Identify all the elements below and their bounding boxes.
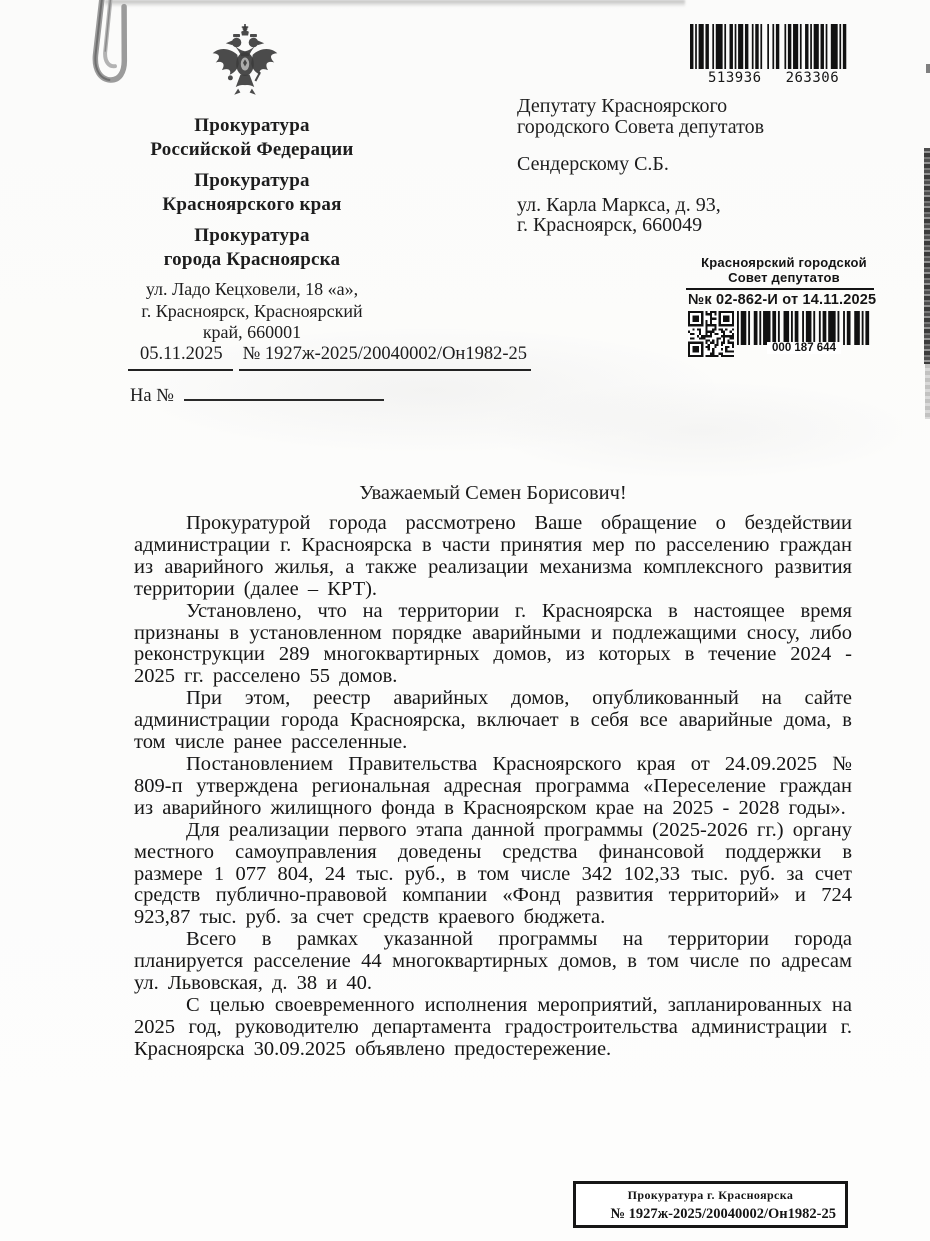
org-line: Прокуратура	[194, 170, 310, 191]
org-name-federation	[116, 114, 388, 162]
outgoing-reference-line	[128, 344, 531, 371]
scan-edge-shadow	[105, 0, 685, 7]
sender-address-line: край, 660001	[202, 322, 302, 342]
council-stamp-divider	[686, 288, 874, 290]
paper-clip-icon	[87, 0, 136, 97]
sender-address-line: ул. Ладо Кецховели, 18 «а»,	[145, 279, 359, 299]
qr-code-icon	[688, 311, 734, 357]
prosecutor-stamp-number: № 1927ж-2025/20040002/Он1982-25	[610, 1206, 836, 1222]
recipient-address-line: г. Красноярск, 660049	[517, 214, 703, 236]
org-name-krai	[116, 169, 388, 217]
scan-right-edge-artifact-faint	[925, 364, 930, 419]
scan-right-edge-mark	[926, 64, 930, 73]
prosecutor-stamp-org: Прокуратура г. Красноярска	[627, 1188, 794, 1202]
org-line: Прокуратура	[194, 225, 310, 246]
in-reply-to-label: На №	[130, 386, 174, 406]
in-reply-to-blank	[184, 383, 384, 401]
sender-address	[116, 279, 388, 344]
registration-barcode	[690, 24, 852, 86]
scan-right-edge-artifact	[924, 148, 930, 364]
org-line: города Красноярска	[163, 249, 341, 270]
recipient-name: Сендерскому С.Б.	[517, 153, 669, 175]
body-paragraph: Постановлением Правительства Красноярского края от 24.09.2025 № 809-п утверждена региональная адресная программа «Переселение граждан из аварийного жилищного фонда в Красноярском крае на 2025 - 2028 годы».	[134, 752, 852, 819]
prosecutor-stamp	[573, 1181, 848, 1228]
body-paragraph: Всего в рамках указанной программы на территории города планируется расселение 44 многоквартирных домов, в том числе по адресам ул. Львовская, д. 38 и 40.	[134, 928, 852, 995]
outgoing-number: № 1927ж-2025/20040002/Он1982-25	[239, 344, 531, 371]
letterhead	[116, 114, 388, 344]
recipient-block	[517, 96, 817, 236]
recipient-position-line: Депутату Красноярского	[517, 95, 728, 117]
barcode-bars	[690, 24, 848, 69]
barcode-bars	[737, 311, 871, 345]
council-registration-stamp	[688, 256, 880, 357]
letter-body	[134, 513, 852, 1061]
body-paragraph: Установлено, что на территории г. Красноярска в настоящее время признаны в установленном порядке аварийными и подлежащими сносу, либо реконструкции 289 многоквартирных домов, из которых в течение 2024 - 2025 гг. расселено 55 домов.	[134, 599, 852, 688]
body-paragraph: При этом, реестр аварийных домов, опубликованный на сайте администрации города Красноярска, включает в себя все аварийные дома, в том числе ранее расселенные.	[134, 687, 852, 754]
salutation: Уважаемый Семен Борисович!	[359, 482, 627, 504]
recipient-position-line: городского Совета депутатов	[517, 115, 765, 138]
org-line: Красноярского края	[162, 194, 342, 215]
recipient-address-line: ул. Карла Маркса, д. 93,	[517, 193, 721, 216]
council-stamp-reg-number: №к 02-862-И от 14.11.2025	[688, 292, 877, 308]
recipient-address	[517, 195, 817, 236]
coat-of-arms-eagle-icon	[206, 24, 284, 104]
council-stamp-org-line: Красноярский городской	[701, 255, 867, 270]
body-paragraph: Для реализации первого этапа данной программы (2025-2026 гг.) органу местного самоуправления доведены средства финансовой поддержки в размере 1 077 804, 24 тыс. руб., в том числе 342 102,33 тыс. руб. за счет средств публично-правовой компании «Фонд развития территорий» и 724 923,87 тыс. руб. за счет средств краевого бюджета.	[134, 818, 852, 929]
outgoing-date: 05.11.2025	[128, 344, 233, 371]
in-reply-to-line	[130, 383, 384, 407]
barcode-number-left: 513936	[708, 70, 762, 86]
barcode-numbers	[690, 70, 852, 86]
barcode-number-right: 263306	[785, 70, 840, 86]
org-line: Российской Федерации	[150, 139, 354, 160]
body-paragraph: Прокуратурой города рассмотрено Ваше обращение о бездействии администрации г. Красноярска в части принятия мер по расселению граждан из аварийного жилья, а также реализации механизма комплексного развития территории (далее – КРТ).	[134, 512, 852, 600]
council-stamp-barcode	[737, 311, 871, 356]
council-stamp-codes	[688, 311, 880, 357]
council-stamp-org-line: Совет депутатов	[728, 269, 840, 285]
council-stamp-barcode-number: 000 187 644	[767, 342, 841, 354]
sender-address-line: г. Красноярск, Красноярский	[141, 300, 363, 321]
org-name-city	[116, 224, 388, 272]
body-paragraph: С целью своевременного исполнения мероприятий, запланированных на 2025 год, руководителю департамента градостроительства администрации г. Красноярска 30.09.2025 объявлено предостережение.	[134, 993, 852, 1060]
org-line: Прокуратура	[194, 115, 310, 136]
